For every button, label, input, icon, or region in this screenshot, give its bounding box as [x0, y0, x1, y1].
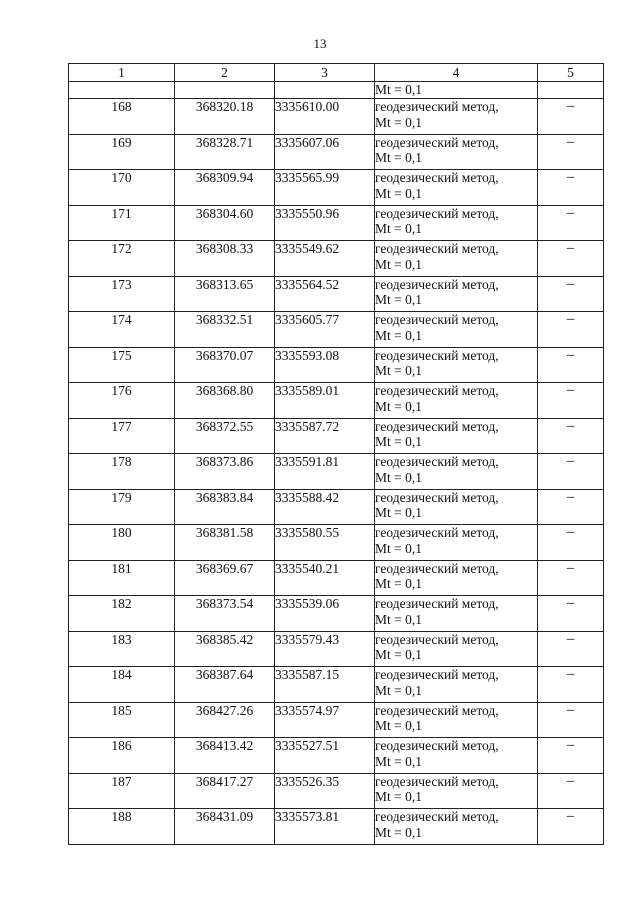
method-cell — [375, 596, 538, 632]
method-cell — [375, 560, 538, 596]
x-coordinate-cell: 368373.86 — [175, 454, 275, 490]
x-coordinate-cell: 368308.33 — [175, 241, 275, 277]
note-cell: – — [538, 596, 604, 632]
continuation-cell-3 — [275, 82, 375, 99]
y-coordinate-cell: 3335591.81 — [275, 454, 375, 490]
point-number-cell: 173 — [69, 276, 175, 312]
table-row — [69, 383, 604, 419]
page-number: 13 — [313, 36, 327, 51]
table-header-row — [69, 64, 604, 82]
table-row — [69, 489, 604, 525]
accuracy-text: Mt = 0,1 — [375, 647, 422, 662]
table-row — [69, 560, 604, 596]
method-text: геодезический метод, — [375, 241, 499, 256]
method-text: геодезический метод, — [375, 170, 499, 185]
point-number-cell: 168 — [69, 99, 175, 135]
table-row — [69, 809, 604, 845]
accuracy-text: Mt = 0,1 — [375, 292, 422, 307]
method-cell — [375, 241, 538, 277]
y-coordinate-cell: 3335573.81 — [275, 809, 375, 845]
method-cell — [375, 631, 538, 667]
y-coordinate-cell: 3335593.08 — [275, 347, 375, 383]
point-number-cell: 176 — [69, 383, 175, 419]
accuracy-text: Mt = 0,1 — [375, 114, 422, 130]
point-number-cell: 172 — [69, 241, 175, 277]
table-row — [69, 525, 604, 561]
method-cell — [375, 525, 538, 561]
table-row — [69, 773, 604, 809]
method-text: геодезический метод, — [375, 773, 499, 789]
note-cell: – — [538, 347, 604, 383]
y-coordinate-cell: 3335565.99 — [275, 170, 375, 206]
note-cell: – — [538, 383, 604, 419]
accuracy-text: Mt = 0,1 — [375, 505, 422, 520]
accuracy-text: Mt = 0,1 — [375, 363, 422, 378]
y-coordinate-cell: 3335550.96 — [275, 205, 375, 241]
point-number-cell: 177 — [69, 418, 175, 454]
accuracy-text: Mt = 0,1 — [375, 256, 422, 272]
note-cell: – — [538, 418, 604, 454]
method-text: геодезический метод, — [375, 134, 499, 150]
method-cell — [375, 809, 538, 845]
accuracy-text: Mt = 0,1 — [375, 327, 422, 343]
x-coordinate-cell: 368385.42 — [175, 631, 275, 667]
note-cell: – — [538, 809, 604, 845]
method-text: геодезический метод, — [375, 276, 499, 292]
y-coordinate-cell: 3335605.77 — [275, 312, 375, 348]
x-coordinate-cell: 368417.27 — [175, 773, 275, 809]
method-text: геодезический метод, — [375, 525, 499, 540]
continuation-cell-2 — [175, 82, 275, 99]
x-coordinate-cell: 368304.60 — [175, 205, 275, 241]
table-row — [69, 596, 604, 632]
x-coordinate-cell: 368387.64 — [175, 667, 275, 703]
method-text: геодезический метод, — [375, 596, 499, 611]
y-coordinate-cell: 3335579.43 — [275, 631, 375, 667]
accuracy-text: Mt = 0,1 — [375, 682, 422, 698]
x-coordinate-cell: 368381.58 — [175, 525, 275, 561]
continuation-row — [69, 82, 604, 99]
y-coordinate-cell: 3335539.06 — [275, 596, 375, 632]
method-text: геодезический метод, — [375, 631, 499, 647]
method-text: геодезический метод, — [375, 560, 499, 576]
note-cell: – — [538, 99, 604, 135]
point-number-cell: 188 — [69, 809, 175, 845]
method-cell — [375, 205, 538, 241]
continuation-cell-5 — [538, 82, 604, 99]
table-row — [69, 276, 604, 312]
y-coordinate-cell: 3335526.35 — [275, 773, 375, 809]
y-coordinate-cell: 3335527.51 — [275, 738, 375, 774]
continuation-cell-4: Mt = 0,1 — [375, 82, 538, 99]
method-text: геодезический метод, — [375, 99, 499, 114]
method-cell — [375, 667, 538, 703]
y-coordinate-cell: 3335589.01 — [275, 383, 375, 419]
coordinates-table — [68, 63, 604, 845]
y-coordinate-cell: 3335588.42 — [275, 489, 375, 525]
accuracy-text: Mt = 0,1 — [375, 398, 422, 414]
method-text: геодезический метод, — [375, 454, 499, 469]
method-cell — [375, 383, 538, 419]
note-cell: – — [538, 276, 604, 312]
x-coordinate-cell: 368369.67 — [175, 560, 275, 596]
table-row — [69, 667, 604, 703]
y-coordinate-cell: 3335580.55 — [275, 525, 375, 561]
accuracy-text: Mt = 0,1 — [375, 469, 422, 485]
method-cell — [375, 99, 538, 135]
table-row — [69, 170, 604, 206]
note-cell: – — [538, 631, 604, 667]
note-cell: – — [538, 312, 604, 348]
x-coordinate-cell: 368413.42 — [175, 738, 275, 774]
method-cell — [375, 347, 538, 383]
method-cell — [375, 702, 538, 738]
header-col-3: 3 — [275, 64, 375, 82]
table-row — [69, 738, 604, 774]
note-cell: – — [538, 738, 604, 774]
accuracy-text: Mt = 0,1 — [375, 718, 422, 733]
x-coordinate-cell: 368372.55 — [175, 418, 275, 454]
method-text: геодезический метод, — [375, 738, 499, 753]
y-coordinate-cell: 3335549.62 — [275, 241, 375, 277]
note-cell: – — [538, 667, 604, 703]
accuracy-text: Mt = 0,1 — [375, 150, 422, 165]
table-row — [69, 418, 604, 454]
x-coordinate-cell: 368332.51 — [175, 312, 275, 348]
method-cell — [375, 312, 538, 348]
method-text: геодезический метод, — [375, 702, 499, 718]
point-number-cell: 174 — [69, 312, 175, 348]
method-cell — [375, 134, 538, 170]
note-cell: – — [538, 702, 604, 738]
accuracy-text: Mt = 0,1 — [375, 753, 422, 769]
point-number-cell: 181 — [69, 560, 175, 596]
method-text: геодезический метод, — [375, 667, 499, 682]
x-coordinate-cell: 368313.65 — [175, 276, 275, 312]
x-coordinate-cell: 368368.80 — [175, 383, 275, 419]
point-number-cell: 184 — [69, 667, 175, 703]
method-text: геодезический метод, — [375, 809, 499, 824]
accuracy-text: Mt = 0,1 — [375, 824, 422, 840]
continuation-cell-1 — [69, 82, 175, 99]
note-cell: – — [538, 134, 604, 170]
method-text: геодезический метод, — [375, 347, 499, 363]
header-col-4: 4 — [375, 64, 538, 82]
note-cell: – — [538, 454, 604, 490]
accuracy-text: Mt = 0,1 — [375, 611, 422, 627]
point-number-cell: 178 — [69, 454, 175, 490]
accuracy-text: Mt = 0,1 — [375, 576, 422, 591]
point-number-cell: 183 — [69, 631, 175, 667]
method-cell — [375, 454, 538, 490]
method-cell — [375, 489, 538, 525]
accuracy-text: Mt = 0,1 — [375, 434, 422, 449]
table-row — [69, 205, 604, 241]
note-cell: – — [538, 525, 604, 561]
table-row — [69, 631, 604, 667]
y-coordinate-cell: 3335607.06 — [275, 134, 375, 170]
note-cell: – — [538, 170, 604, 206]
table-row — [69, 312, 604, 348]
method-cell — [375, 276, 538, 312]
point-number-cell: 180 — [69, 525, 175, 561]
x-coordinate-cell: 368427.26 — [175, 702, 275, 738]
method-text: геодезический метод, — [375, 418, 499, 434]
x-coordinate-cell: 368383.84 — [175, 489, 275, 525]
y-coordinate-cell: 3335574.97 — [275, 702, 375, 738]
header-col-2: 2 — [175, 64, 275, 82]
note-cell: – — [538, 241, 604, 277]
y-coordinate-cell: 3335540.21 — [275, 560, 375, 596]
y-coordinate-cell: 3335587.15 — [275, 667, 375, 703]
point-number-cell: 182 — [69, 596, 175, 632]
y-coordinate-cell: 3335610.00 — [275, 99, 375, 135]
method-cell — [375, 418, 538, 454]
method-cell — [375, 170, 538, 206]
x-coordinate-cell: 368328.71 — [175, 134, 275, 170]
note-cell: – — [538, 489, 604, 525]
point-number-cell: 169 — [69, 134, 175, 170]
point-number-cell: 187 — [69, 773, 175, 809]
x-coordinate-cell: 368309.94 — [175, 170, 275, 206]
method-text: геодезический метод, — [375, 205, 499, 221]
table-body — [69, 82, 604, 845]
x-coordinate-cell: 368370.07 — [175, 347, 275, 383]
x-coordinate-cell: 368431.09 — [175, 809, 275, 845]
method-text: геодезический метод, — [375, 383, 499, 398]
table-row — [69, 134, 604, 170]
x-coordinate-cell: 368373.54 — [175, 596, 275, 632]
note-cell: – — [538, 205, 604, 241]
point-number-cell: 186 — [69, 738, 175, 774]
table-row — [69, 241, 604, 277]
y-coordinate-cell: 3335587.72 — [275, 418, 375, 454]
method-text: геодезический метод, — [375, 489, 499, 505]
note-cell: – — [538, 773, 604, 809]
point-number-cell: 175 — [69, 347, 175, 383]
header-col-1: 1 — [69, 64, 175, 82]
point-number-cell: 179 — [69, 489, 175, 525]
method-text: геодезический метод, — [375, 312, 499, 327]
table-row — [69, 454, 604, 490]
table-row — [69, 347, 604, 383]
note-cell: – — [538, 560, 604, 596]
accuracy-text: Mt = 0,1 — [375, 185, 422, 201]
accuracy-text: Mt = 0,1 — [375, 789, 422, 804]
point-number-cell: 171 — [69, 205, 175, 241]
x-coordinate-cell: 368320.18 — [175, 99, 275, 135]
table-row — [69, 702, 604, 738]
table-row — [69, 99, 604, 135]
point-number-cell: 170 — [69, 170, 175, 206]
method-cell — [375, 773, 538, 809]
point-number-cell: 185 — [69, 702, 175, 738]
header-col-5: 5 — [538, 64, 604, 82]
y-coordinate-cell: 3335564.52 — [275, 276, 375, 312]
method-cell — [375, 738, 538, 774]
accuracy-text: Mt = 0,1 — [375, 221, 422, 236]
accuracy-text: Mt = 0,1 — [375, 540, 422, 556]
